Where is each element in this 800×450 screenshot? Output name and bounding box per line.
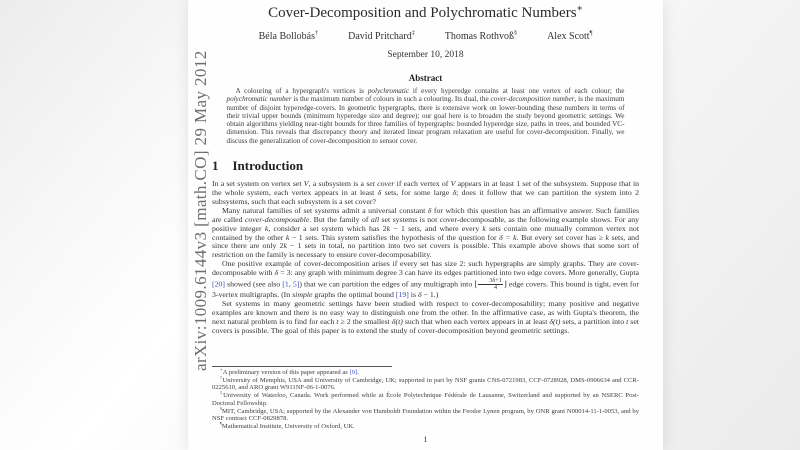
footnote-area <box>212 363 639 429</box>
footnote-rule <box>212 366 392 367</box>
footnote-affiliation-scott <box>212 420 639 429</box>
text-segment: set cover <box>366 179 395 189</box>
text-segment: ; does it follow that we can partition the system into 2 subsystems, such that each subsystem is a set cover? <box>212 187 639 206</box>
author-footnote-mark: § <box>513 29 518 37</box>
text-segment: One positive example of cover-decomposition arises if every set has size 2: such hypergraphs are simply graphs. They are cover-decomposable with <box>212 259 639 278</box>
text-segment: t <box>626 316 629 326</box>
intro-paragraph-2 <box>212 207 639 260</box>
text-segment: for which this question has an affirmative answer. Such families are called <box>212 205 639 224</box>
paper-content <box>212 0 639 363</box>
text-segment: − 1.) <box>421 290 439 300</box>
text-segment: Many natural families of set systems admit a universal constant <box>222 205 428 215</box>
text-segment: In a set system on vertex set <box>212 179 304 189</box>
footnote-affiliation-pritchard <box>212 389 639 407</box>
text-segment: showed (see also <box>225 279 283 289</box>
footnote-affiliation-bollobas <box>212 374 639 392</box>
text-segment: graphs the optimal bound <box>312 290 396 300</box>
section-number: 1 <box>212 158 219 174</box>
text-segment: sets contain one mutually common vertex not contained by the other <box>212 223 639 242</box>
author-footnote-mark: † <box>315 29 319 37</box>
text-segment: Mathematical Institute, University of Oxford, UK. <box>221 422 355 429</box>
text-segment: ‡ <box>220 389 224 395</box>
author-footnote-mark: ‡ <box>411 29 415 37</box>
text-segment: δ <box>274 268 279 278</box>
text-segment: University of Waterloo, Canada. Work performed while at École Polytechnique Fédérale de Lausanne, Switzerland and supported by an NSERC Post-Doctoral Fellowship. <box>212 392 639 407</box>
text-segment: k <box>283 241 287 251</box>
text-segment: ≥ 2 the smallest <box>338 316 392 326</box>
text-segment: Set systems in many geometric settings have been studied with respect to cover-decomposability; many positive and negative examples are known and there is no easy way to distinguish one from the other. In the affirmative case, as with Gupta's theorem, the next natural problem is to find for each <box>212 299 639 326</box>
text-segment: − 1 sets. This system satisfies the hypothesis of the question for <box>289 232 500 242</box>
abstract-heading: Abstract <box>408 73 443 83</box>
text-segment: University of Memphis, USA and University of Cambridge, UK; supported in part by NSF grants CNS-0721983, CCF-0728928, DMS-0906634 and CCR-0225610, and ARO grant W911NF-06-1-0076. <box>212 376 639 392</box>
text-segment: MIT, Cambridge, USA; supported by the Alexander von Humboldt Foundation within the Feodor Lynen program, by ONR grant N00014-11-1-0053, and by NSF contract CCF-0829878. <box>212 407 639 423</box>
text-segment: . But the family of <box>309 214 371 224</box>
text-segment: = 3: any graph with minimum degree 3 can have its edges partitioned into two edge covers. More generally, Gupta <box>278 268 639 278</box>
citation-link[interactable]: [20] <box>212 279 225 289</box>
intro-paragraph-1 <box>212 180 639 207</box>
text-segment: . <box>357 369 359 376</box>
text-segment: is the maximum number of colours in such a colouring. Its dual, the <box>291 95 491 104</box>
arxiv-watermark: arXiv:1009.6144v3 [math.CO] 29 May 2012 <box>191 50 210 372</box>
text-segment: set covers is possible. The goal of this paper is to extend the study of cover-decomposition beyond geometric settings. <box>212 316 639 335</box>
author <box>348 31 415 42</box>
text-segment: δ = k <box>499 232 517 242</box>
inline-fraction: $\frac{3\delta+1}{4}$ <box>478 278 502 291</box>
text-segment: k <box>285 232 290 242</box>
text-segment: δ(t) <box>549 316 561 326</box>
text-segment: − 1 sets, and where every <box>390 223 483 233</box>
text-segment: appears in at least 1 set of the subsystem. Suppose that in the whole system, each vertex appears in at least <box>212 179 639 197</box>
text-segment: cover-decomposition number <box>490 95 575 104</box>
paper-title-text: Cover-Decomposition and Polychromatic Numbers <box>268 5 577 21</box>
abstract-body <box>227 87 625 145</box>
text-segment: δ <box>452 187 457 197</box>
text-segment: , a subsystem is a <box>308 179 367 189</box>
text-segment: if each vertex of <box>394 179 451 189</box>
text-segment: , is the maximum number of disjoint hyperedge-covers. In geometric hypergraphs, there is extensive work on lower-bounding these numbers in terms of their trivial upper bounds (minimum hyperedge size and degree); our goal here is to broaden the study beyond geometric settings. We obtain algorithms yielding near-tight bounds for three families of hypergraphs: bounded hyperedge size, paths in trees, and bounded VC-dimension. This reveals that discrepancy theory and iterated linear program relaxation are useful for cover-decomposition. Finally, we discuss the generalization of cover-decomposition to sensor cover. <box>226 95 625 145</box>
author-list <box>212 31 639 42</box>
citation-link[interactable]: [19] <box>395 290 409 300</box>
text-segment: ) that we can partition the edges of any multigraph into ⌊ <box>299 279 478 289</box>
text-segment: − 1 sets in total, no partition into two set covers is possible. This example above shows that some sort of restriction on the family is necessary to ensure cover-decomposability. <box>212 241 639 260</box>
text-segment: δ <box>377 187 382 197</box>
author-footnote-mark: ¶ <box>589 29 593 37</box>
text-segment: set systems is not cover-decomposable, as the following example shows. For any positive integer <box>212 214 639 233</box>
text-segment: δ <box>417 290 422 300</box>
text-segment: if every hyperedge contains at least one vertex of each colour; the <box>409 87 625 95</box>
author <box>445 31 517 42</box>
text-segment: such that when each vertex appears in at least <box>402 316 550 326</box>
intro-paragraph-3 <box>212 260 639 300</box>
citation-link[interactable]: [9] <box>349 369 358 376</box>
paper-title <box>212 5 639 22</box>
title-footnote-mark: ∗ <box>576 4 583 14</box>
text-segment: ¶ <box>220 420 222 426</box>
footnote-affiliation-rothvoss <box>212 405 639 423</box>
text-segment: k <box>482 223 486 233</box>
text-segment: is <box>408 290 418 300</box>
author-name: Béla Bollobás <box>258 31 316 42</box>
page-number: 1 <box>423 434 428 444</box>
paper-date: September 10, 2018 <box>387 50 464 60</box>
text-segment: k <box>264 223 269 233</box>
footnote-preliminary <box>212 366 639 377</box>
text-segment: sets, for some large <box>381 187 453 197</box>
text-segment: A colouring of a hypergraph's vertices is <box>235 87 368 95</box>
intro-paragraph-4 <box>212 300 639 336</box>
text-segment: A preliminary version of this paper appeared as <box>222 369 350 376</box>
text-segment: V <box>303 179 309 189</box>
text-segment: , consider a set system which has 2 <box>268 223 387 233</box>
author-name: Thomas Rothvoß <box>444 31 514 42</box>
text-segment: simple <box>292 290 313 300</box>
text-segment: polychromatic number <box>226 95 292 104</box>
text-segment: . But every set cover has ≥ <box>516 232 606 242</box>
author-name: David Pritchard <box>348 31 412 42</box>
text-segment: sets, a partition into <box>560 316 627 326</box>
paper-page <box>188 0 663 450</box>
section-heading <box>212 158 639 174</box>
text-segment: k <box>386 223 391 233</box>
text-segment: V <box>450 179 456 189</box>
text-segment: sets, and since there are only 2 <box>212 232 639 251</box>
text-segment: † <box>220 374 223 380</box>
author <box>259 31 318 42</box>
text-segment: ⌋ edge covers. This bound is tight, even for 3-vertex multigraphs. (In <box>212 279 639 300</box>
author-name: Alex Scott <box>547 31 590 42</box>
author <box>547 31 592 42</box>
text-segment: t <box>336 316 339 326</box>
text-segment: polychromatic <box>367 87 410 95</box>
citation-link[interactable]: [1, 5] <box>282 279 300 289</box>
abstract-text <box>227 87 625 145</box>
text-segment: cover-decomposable <box>244 214 310 224</box>
text-segment: δ(t) <box>391 316 403 326</box>
text-segment: all <box>370 214 380 224</box>
text-segment: k <box>605 232 609 242</box>
text-segment: § <box>220 405 223 411</box>
section-title: Introduction <box>232 158 304 174</box>
text-segment: ∗ <box>220 366 223 372</box>
text-segment: δ <box>427 205 432 215</box>
